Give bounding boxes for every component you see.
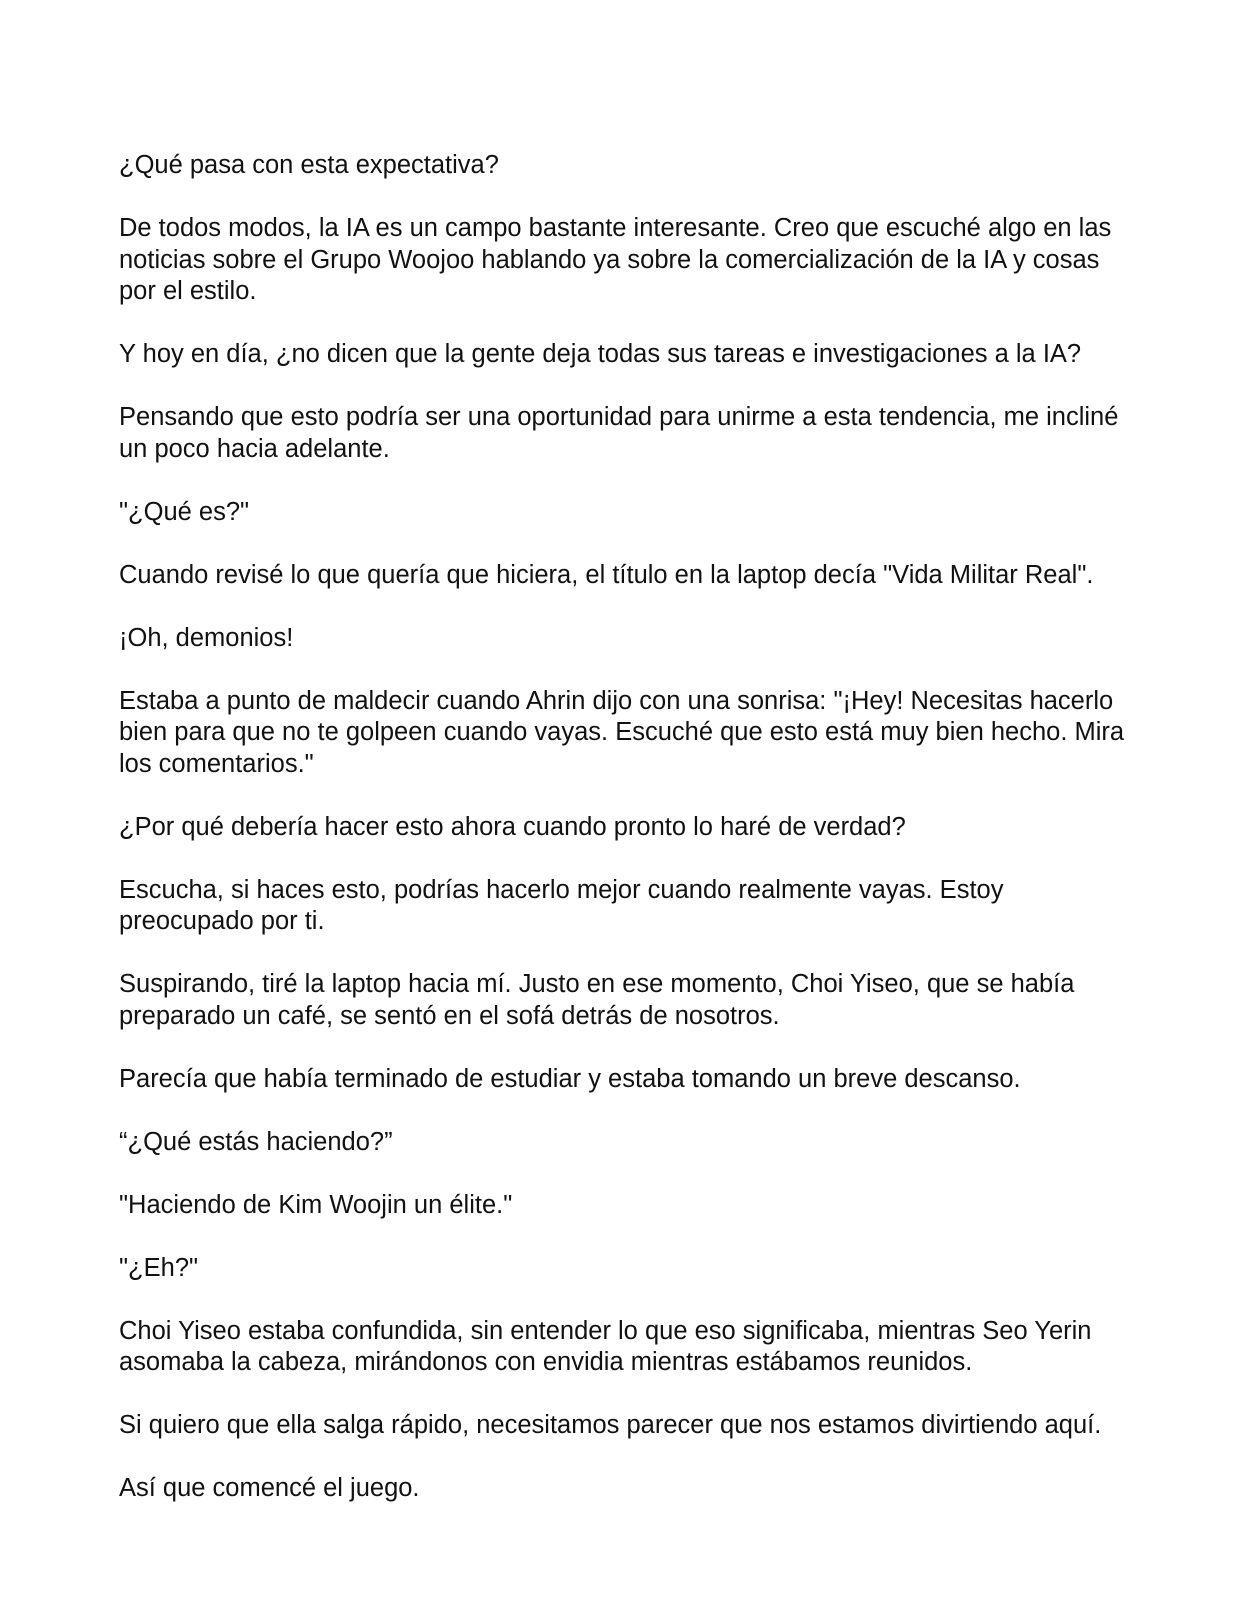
paragraph: ¿Qué pasa con esta expectativa? [119,151,499,179]
paragraph: Suspirando, tiré la laptop hacia mí. Justo en ese momento, Choi Yiseo, que se había preparado un café, se sentó en el sofá detrás de nosotros. [119,970,1075,1030]
paragraph: “¿Qué estás haciendo?” [119,1127,393,1156]
paragraph: "¿Eh?" [119,1253,199,1282]
paragraph: Cuando revisé lo que quería que hiciera, el título en la laptop decía "Vida Militar Real". [119,560,1094,589]
paragraph: Choi Yiseo estaba confundida, sin entender lo que eso significaba, mientras Seo Yerin asomaba la cabeza, mirándonos con envidia mientras estábamos reunidos. [119,1316,1092,1376]
paragraph: Así que comencé el juego. [119,1474,420,1502]
paragraph: Estaba a punto de maldecir cuando Ahrin dijo con una sonrisa: "¡Hey! Necesitas hacerlo bien para que no te golpeen cuando vayas. Escuché que esto está muy bien hecho. Mira los comentarios." [119,686,1125,778]
paragraph: ¡Oh, demonios! [119,623,294,652]
paragraph: Si quiero que ella salga rápido, necesitamos parecer que nos estamos divirtiendo aquí. [119,1411,1102,1439]
paragraph: De todos modos, la IA es un campo bastante interesante. Creo que escuché algo en las noticias sobre el Grupo Woojoo hablando ya sobre la comercialización de la IA y cosas por el estilo. [119,214,1112,305]
paragraph: "Haciendo de Kim Woojin un élite." [119,1190,513,1219]
paragraph: Escucha, si haces esto, podrías hacerlo mejor cuando realmente vayas. Estoy preocupado por ti. [119,875,1004,935]
paragraph: Parecía que había terminado de estudiar y estaba tomando un breve descanso. [119,1064,1021,1093]
paragraph: ¿Por qué debería hacer esto ahora cuando pronto lo haré de verdad? [119,812,906,841]
document-body [119,150,1129,1536]
paragraph: Pensando que esto podría ser una oportunidad para unirme a esta tendencia, me incliné un poco hacia adelante. [119,403,1119,463]
paragraph: Y hoy en día, ¿no dicen que la gente deja todas sus tareas e investigaciones a la IA? [119,340,1082,368]
paragraph: "¿Qué es?" [119,497,250,526]
